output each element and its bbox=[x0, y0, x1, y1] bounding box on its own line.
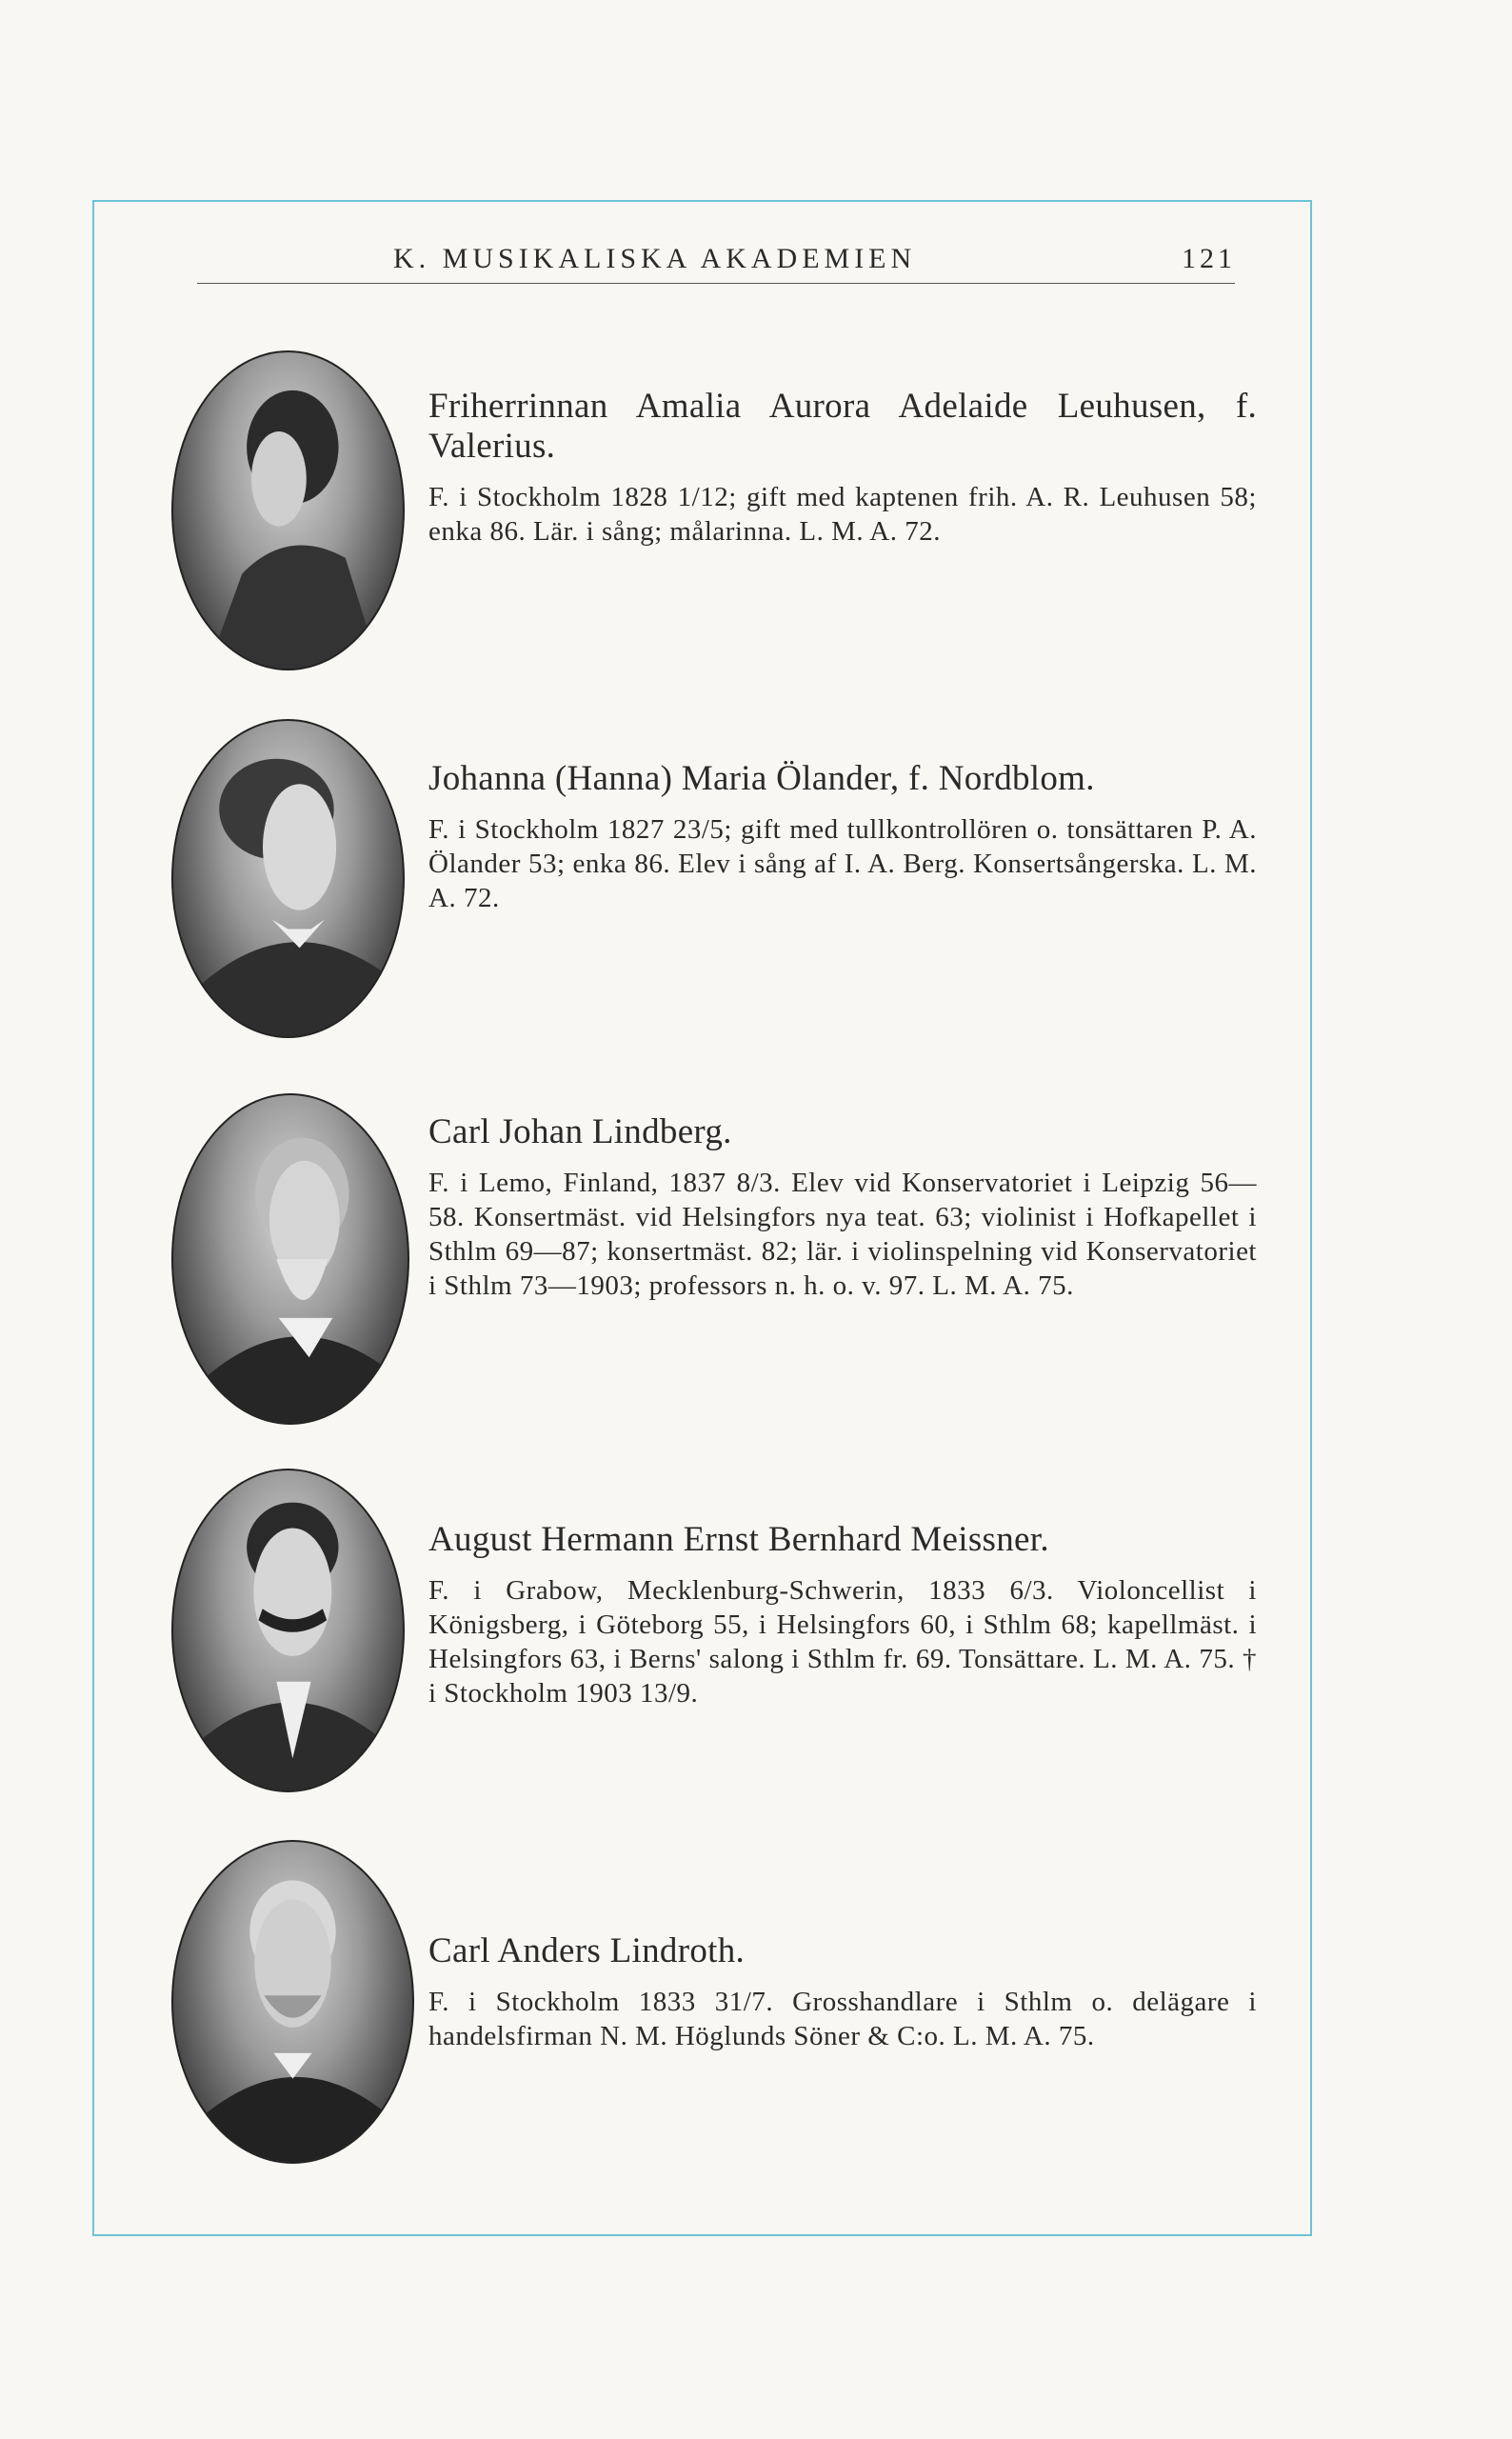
portrait-olander bbox=[171, 719, 405, 1038]
entry-leuhusen bbox=[171, 350, 1257, 674]
portrait-lindroth bbox=[171, 1840, 414, 2164]
entry-olander bbox=[171, 719, 1257, 1043]
portrait-lindberg bbox=[171, 1093, 409, 1425]
entry-name: Friherrinnan Amalia Aurora Adelaide Leuhusen, f. Valerius. bbox=[428, 387, 1257, 466]
portrait-meissner bbox=[171, 1469, 405, 1792]
entry-bio: F. i Stockholm 1828 1/12; gift med kaptenen frih. A. R. Leuhusen 58; enka 86. Lär. i sång; målarinna. L. M. A. 72. bbox=[428, 482, 1257, 547]
entry-bio: F. i Stockholm 1827 23/5; gift med tullkontrollören o. tonsättaren P. A. Ölander 53; enka 86. Elev i sång af I. A. Berg. Konsertsångerska. L. M. A. 72. bbox=[428, 814, 1257, 913]
entry-lindberg bbox=[171, 1093, 1257, 1427]
entry-name: Johanna (Hanna) Maria Ölander, f. Nordblom. bbox=[428, 759, 1095, 798]
portrait-leuhusen bbox=[171, 350, 405, 670]
entry-bio: F. i Lemo, Finland, 1837 8/3. Elev vid Konservatoriet i Leipzig 56—58. Konsertmäst. vid Helsingfors nya teat. 63; violinist i Hofkapellet i Sthlm 69—87; konsertmäst. 82; lär. i violinspelning vid Konservatoriet i Sthlm 73—1903; professors n. h. o. v. 97. L. M. A. 75. bbox=[428, 1168, 1257, 1301]
entry-bio: F. i Grabow, Mecklenburg-Schwerin, 1833 6/3. Violoncellist i Königsberg, i Göteborg 55, i Helsingfors 60, i Sthlm 68; kapellmäst. i Helsingfors 63, i Berns' salong i Sthlm fr. 69. Tonsättare. L. M. A. 75. † i Stockholm 1903 13/9. bbox=[428, 1575, 1257, 1709]
header-rule bbox=[197, 283, 1235, 284]
entry-lindroth bbox=[171, 1840, 1257, 2169]
entry-bio: F. i Stockholm 1833 31/7. Grosshandlare i Sthlm o. delägare i handelsfirman N. M. Höglunds Söner & C:o. L. M. A. 75. bbox=[428, 1987, 1257, 2051]
entry-name: Carl Anders Lindroth. bbox=[428, 1931, 746, 1970]
running-head bbox=[393, 243, 1236, 277]
entry-name: August Hermann Ernst Bernhard Meissner. bbox=[428, 1520, 1049, 1559]
running-head-title: K. MUSIKALISKA AKADEMIEN bbox=[393, 243, 917, 274]
page-number: 121 bbox=[1182, 243, 1236, 274]
entry-name: Carl Johan Lindberg. bbox=[428, 1112, 732, 1151]
entry-meissner bbox=[171, 1469, 1257, 1802]
